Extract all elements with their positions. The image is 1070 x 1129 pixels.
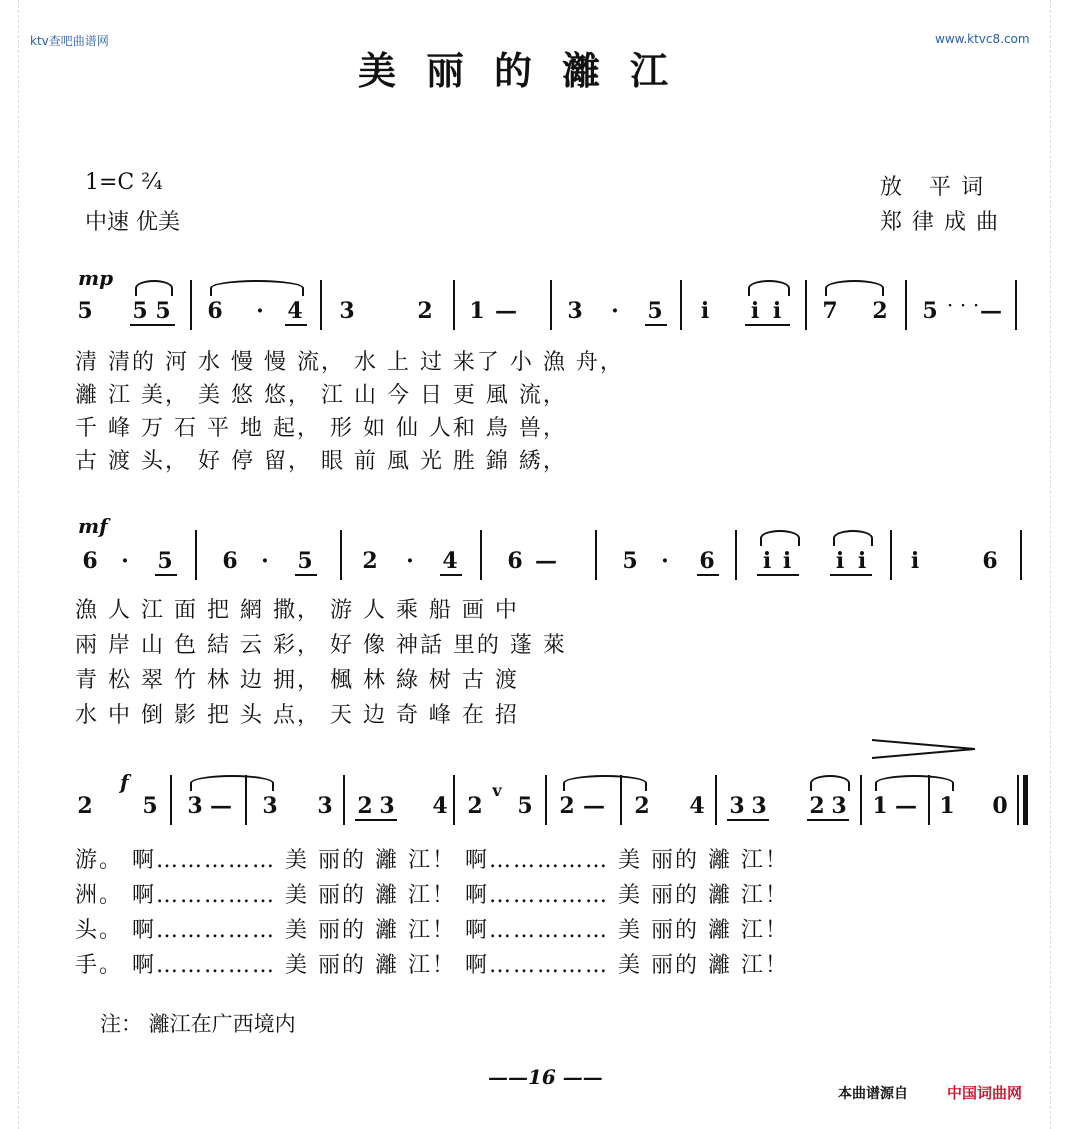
verse-line-3c: 头。 啊…………… 美 丽的 灕 江！ 啊…………… 美 丽的 灕 江！	[75, 918, 789, 943]
note: i	[910, 548, 920, 574]
note: 2	[559, 793, 575, 819]
note: 2	[809, 793, 825, 819]
note: 6	[207, 298, 223, 324]
note: 1	[469, 298, 485, 324]
note: 5	[647, 298, 663, 324]
verse-line-4c: 手。 啊…………… 美 丽的 灕 江！ 啊…………… 美 丽的 灕 江！	[75, 953, 789, 978]
dynamic-f: f	[120, 770, 129, 794]
note: ·	[121, 548, 129, 574]
page-number: ——16 ——	[488, 1065, 603, 1089]
note: i	[700, 298, 710, 324]
note: 0	[992, 793, 1008, 819]
note: 3	[317, 793, 333, 819]
diminuendo-mark	[870, 738, 980, 760]
note: ·	[256, 298, 264, 324]
lyricist-credit: 放 平词	[880, 175, 993, 200]
verse-line-2b: 兩 岸 山 色 結 云 彩， 好 像 神話 里的 蓬 萊	[75, 633, 567, 658]
notation-line-3	[75, 775, 1025, 835]
note: 5	[157, 548, 173, 574]
verse-line-2a: 灕 江 美， 美 悠 悠， 江 山 今 日 更 風 流，	[75, 383, 567, 408]
note: 6	[222, 548, 238, 574]
note: i	[762, 548, 772, 574]
verse-line-2c: 洲。 啊…………… 美 丽的 灕 江！ 啊…………… 美 丽的 灕 江！	[75, 883, 789, 908]
note: 2	[357, 793, 373, 819]
composer-credit: 郑律成曲	[880, 210, 1009, 235]
watermark-right: www.ktvc8.com	[935, 32, 1030, 46]
right-margin-divider	[1050, 0, 1051, 1129]
note: 5	[155, 298, 171, 324]
note: —	[495, 298, 517, 324]
note: i	[857, 548, 867, 574]
note: 3	[567, 298, 583, 324]
footer-site-link[interactable]: 中国词曲网	[947, 1084, 1023, 1102]
note: —	[583, 793, 605, 819]
note: i	[772, 298, 782, 324]
note: 5	[77, 298, 93, 324]
verse-line-3b: 青 松 翠 竹 林 边 拥， 楓 林 綠 树 古 渡	[75, 668, 519, 693]
note: ·	[261, 548, 269, 574]
verse-line-4b: 水 中 倒 影 把 头 点， 天 边 奇 峰 在 招	[75, 703, 519, 728]
note: 4	[689, 793, 705, 819]
verse-line-4a: 古 渡 头， 好 停 留， 眼 前 風 光 胜 錦 綉，	[75, 449, 567, 474]
notation-line-1	[75, 280, 1025, 340]
note: i	[750, 298, 760, 324]
left-margin-divider	[18, 0, 19, 1129]
note: i	[782, 548, 792, 574]
verse-line-1b: 漁 人 江 面 把 網 撒， 游 人 乘 船 画 中	[75, 598, 519, 623]
verse-line-1c: 游。 啊…………… 美 丽的 灕 江！ 啊…………… 美 丽的 灕 江！	[75, 848, 789, 873]
note: 3	[262, 793, 278, 819]
note: —	[535, 548, 557, 574]
note: 2	[77, 793, 93, 819]
footer-source-label: 本曲谱源自	[838, 1086, 908, 1102]
note: 2	[362, 548, 378, 574]
verse-line-3a: 千 峰 万 石 平 地 起， 形 如 仙 人和 鳥 兽，	[75, 416, 567, 441]
note: —	[210, 793, 232, 819]
note: 7	[822, 298, 838, 324]
note: 5	[297, 548, 313, 574]
note: 5	[132, 298, 148, 324]
dynamic-mf: mf	[78, 514, 108, 538]
note: 2	[417, 298, 433, 324]
note: 3	[187, 793, 203, 819]
note: 6	[82, 548, 98, 574]
note: 3	[751, 793, 767, 819]
note: 4	[432, 793, 448, 819]
song-title: 美丽的灕江	[358, 48, 699, 93]
note: i	[835, 548, 845, 574]
note: ·	[960, 298, 966, 314]
tempo-marking: 中速 优美	[85, 210, 180, 235]
note: ·	[406, 548, 414, 574]
note: 3	[831, 793, 847, 819]
breath-mark: v	[492, 781, 502, 800]
note: 2	[634, 793, 650, 819]
note: 1	[872, 793, 888, 819]
note: ·	[973, 298, 979, 314]
note: 6	[507, 548, 523, 574]
note: 2	[872, 298, 888, 324]
note: 2	[467, 793, 483, 819]
note: —	[980, 298, 1002, 324]
note: ·	[661, 548, 669, 574]
footnote: 注： 灕江在广西境内	[100, 1012, 296, 1036]
note: 1	[939, 793, 955, 819]
note: 5	[142, 793, 158, 819]
note: 6	[699, 548, 715, 574]
note: 5	[622, 548, 638, 574]
notation-line-2	[75, 530, 1025, 590]
verse-line-1a: 清 清的 河 水 慢 慢 流， 水 上 过 来了 小 漁 舟，	[75, 350, 624, 375]
note: 3	[729, 793, 745, 819]
key-signature: 1=C ²⁄₄	[85, 170, 163, 195]
note: 3	[339, 298, 355, 324]
note: 5	[922, 298, 938, 324]
note: 4	[442, 548, 458, 574]
note: 3	[379, 793, 395, 819]
note: ·	[611, 298, 619, 324]
dynamic-mp: mp	[78, 266, 114, 290]
watermark-left: ktv查吧曲谱网	[30, 34, 109, 48]
note: 6	[982, 548, 998, 574]
note: ·	[947, 298, 953, 314]
note: 4	[287, 298, 303, 324]
note: 5	[517, 793, 533, 819]
note: —	[895, 793, 917, 819]
